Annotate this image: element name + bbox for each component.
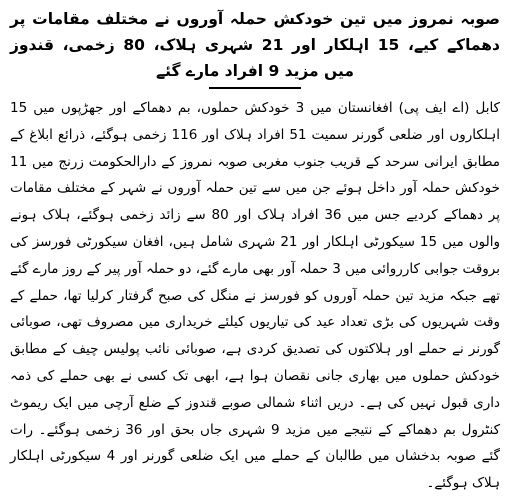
article-headline: صوبہ نمروز میں تین خودکش حملہ آوروں نے مختلف مقامات پر دھماکے کیے، 15 اہلکار اور 21 شہری ہلاک، 80 زخمی، قندوز میں مزید 9 افراد مارے گئے [10, 10, 500, 80]
headline-divider [209, 87, 301, 89]
article-body: کابل (اے ایف پی) افغانستان میں 3 خودکش حملوں، بم دھماکے اور جھڑپوں میں 15 اہلکاروں اور ضلعی گورنر سمیت 51 افراد ہلاک اور 116 زخمی ہوگئے، ذرائع ابلاغ کے مطابق ایرانی سرحد کے قریب جنوب مغربی صوبہ نمروز کے دارالحکومت زرنج میں 11 خودکش حملہ آور داخل ہوئے جن میں سے تین حملہ آوروں نے شہر کے مختلف مقامات پر دھماکے کردیے جس میں 36 افراد ہلاک اور 80 سے زائد زخمی ہوگئے، ہلاک ہونے والوں میں 15 سیکورٹی اہلکار اور 21 شہری شامل ہیں، افغان سیکورٹی فورسز کی بروقت جوابی کارروائی میں 3 حملہ آور بھی مارے گئے، دو حملہ آور پیر کے روز مارے گئے تھے جبکہ مزید تین حملہ آوروں کو فورسز نے منگل کی صبح گرفتار کرلیا تھا، حملے کے وقت شہریوں کی بڑی تعداد عید کی تیاریوں کیلئے خریداری میں مصروف تھی، صوبائی گورنر نے حملے اور ہلاکتوں کی تصدیق کردی ہے، صوبائی نائب پولیس چیف کے مطابق خودکش حملوں میں بھاری جانی نقصان ہوا ہے، ابھی تک کسی نے بھی حملے کی ذمہ داری قبول نہیں کی ہے۔ دریں اثناء شمالی صوبے قندوز کے ضلع آرچی میں ایک ریموٹ کنٹرول بم دھماکے کے نتیجے میں مزید 9 شہری جاں بحق اور 36 زخمی ہوگئے۔ رات گئے صوبہ بدخشاں میں طالبان کے حملے میں ایک ضلعی گورنر اور 4 سیکورٹی اہلکار ہلاک ہوگئے۔ [10, 100, 501, 492]
